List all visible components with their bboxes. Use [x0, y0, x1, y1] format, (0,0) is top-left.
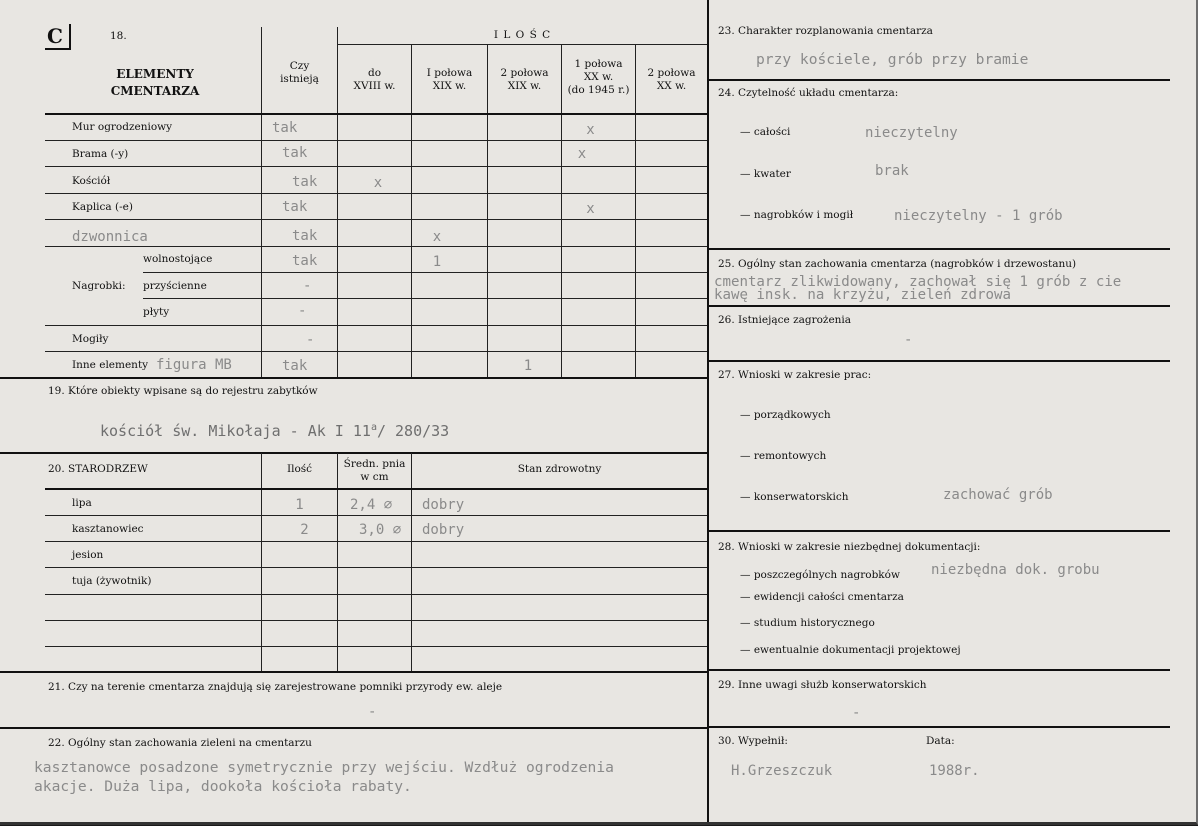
row-label: Mogiły: [72, 333, 109, 345]
period-mark: 1: [432, 254, 442, 270]
item-label: — porządkowych: [740, 409, 831, 421]
row-line: [143, 272, 707, 273]
column-header: Czy: [289, 60, 310, 72]
column-header: Średn. pnia: [343, 458, 406, 470]
item-label: — ewidencji całości cmentarza: [740, 591, 904, 603]
tree-count: 2: [300, 522, 309, 538]
section-value: -: [904, 332, 913, 348]
item-value: brak: [875, 163, 909, 179]
divider: [707, 360, 1170, 362]
period-header: 1 połowa: [574, 58, 623, 70]
section-title: ELEMENTY: [116, 67, 194, 81]
period-header: XX w.: [656, 80, 687, 92]
item-label: — poszczególnych nagrobków: [740, 569, 900, 581]
period-header: 2 połowa: [647, 67, 696, 79]
divider: [0, 727, 707, 729]
period-mark: x: [586, 122, 595, 138]
tree-health: dobry: [422, 497, 465, 513]
row-line: [45, 541, 707, 542]
item-value: nieczytelny - 1 grób: [894, 208, 1063, 224]
column-header: istnieją: [280, 73, 319, 85]
period-header: XVIII w.: [353, 80, 396, 92]
row-label: przyścienne: [143, 280, 207, 292]
row-label: Kaplica (-e): [72, 201, 133, 213]
row-label-typed: figura MB: [156, 357, 232, 373]
section-value: -: [852, 705, 861, 721]
row-line: [45, 515, 707, 516]
row-label: Mur ogrodzeniowy: [72, 121, 173, 133]
section-label: 23. Charakter rozplanowania cmentarza: [718, 25, 933, 37]
section-label: 20. STARODRZEW: [48, 463, 148, 475]
exist-value: -: [303, 278, 312, 294]
row-line: [45, 620, 707, 621]
exist-value: tak: [282, 358, 308, 374]
column-header: Stan zdrowotny: [517, 463, 602, 475]
divider: [337, 44, 707, 45]
tree-name: tuja (żywotnik): [72, 575, 152, 587]
date-label: Data:: [926, 735, 955, 747]
period-mark: x: [373, 175, 383, 191]
item-label: — całości: [740, 126, 791, 138]
row-label: dzwonnica: [72, 229, 148, 245]
date-value: 1988r.: [929, 763, 980, 779]
row-label: wolnostojące: [143, 253, 213, 265]
row-line: [45, 646, 707, 647]
row-line: [45, 219, 707, 220]
tree-count: 1: [295, 497, 304, 513]
divider: [707, 669, 1170, 671]
period-header: 2 połowa: [500, 67, 549, 79]
exist-value: tak: [272, 120, 298, 136]
period-header: do: [367, 67, 382, 79]
period-mark: x: [586, 201, 595, 217]
item-value: zachować grób: [943, 487, 1053, 503]
period-mark: x: [432, 229, 442, 245]
divider: [707, 530, 1170, 532]
section-label: 27. Wnioski w zakresie prac:: [718, 369, 872, 381]
greenery-line: kasztanowce posadzone symetrycznie przy wejściu. Wzdłuż ogrodzenia: [34, 759, 614, 776]
row-label: Brama (-y): [72, 148, 129, 160]
period-header: XX w.: [583, 71, 614, 83]
tree-name: lipa: [72, 497, 92, 509]
nagrobki-label: Nagrobki:: [72, 280, 126, 292]
exist-value: -: [298, 303, 307, 319]
divider: [45, 488, 707, 490]
column-header: I L O Ś C: [493, 29, 552, 41]
exist-value: tak: [282, 199, 308, 215]
item-label: — kwater: [740, 168, 791, 180]
exist-value: -: [306, 332, 315, 348]
row-line: [45, 140, 707, 141]
section-label: 30. Wypełnił:: [718, 735, 788, 747]
divider: [487, 45, 488, 378]
divider: [0, 671, 707, 673]
period-mark: x: [577, 146, 587, 162]
period-header: XIX w.: [507, 80, 542, 92]
period-header: I połowa: [426, 67, 473, 79]
tree-name: kasztanowiec: [72, 523, 144, 535]
divider: [411, 453, 412, 671]
divider: [635, 45, 636, 378]
condition-line: kawę insk. na krzyżu, zieleń zdrowa: [714, 287, 1011, 303]
divider: [0, 452, 707, 454]
section-label: 29. Inne uwagi służb konserwatorskich: [718, 679, 927, 691]
period-mark: 1: [523, 358, 533, 374]
section-label: 26. Istniejące zagrożenia: [718, 314, 852, 326]
tree-diameter: 2,4 ⌀: [350, 497, 393, 513]
section-title: CMENTARZA: [110, 84, 200, 98]
exist-value: tak: [292, 253, 318, 269]
filled-by: H.Grzeszczuk: [731, 763, 833, 779]
exist-value: tak: [282, 145, 308, 161]
divider: [707, 79, 1170, 81]
tree-health: dobry: [422, 522, 465, 538]
row-label: płyty: [143, 306, 170, 318]
section-label: 19. Które obiekty wpisane są do rejestru zabytków: [48, 385, 318, 397]
item-label: — remontowych: [740, 450, 827, 462]
exist-value: tak: [292, 174, 318, 190]
section-label: 21. Czy na terenie cmentarza znajdują się zarejestrowane pomniki przyrody ew. aleje: [48, 681, 503, 693]
greenery-line: akacje. Duża lipa, dookoła kościoła rabaty.: [34, 778, 412, 795]
divider: [707, 248, 1170, 250]
exist-value: tak: [292, 228, 318, 244]
row-label: Kościół: [72, 175, 111, 187]
divider: [45, 113, 707, 115]
divider: [261, 453, 262, 671]
column-header: Ilość: [286, 463, 313, 475]
section-label: 22. Ogólny stan zachowania zieleni na cmentarzu: [48, 737, 312, 749]
column-header: w cm: [360, 471, 389, 483]
row-line: [143, 298, 707, 299]
row-line: [45, 166, 707, 167]
item-label: — nagrobków i mogił: [740, 209, 854, 221]
divider: [707, 726, 1170, 728]
row-line: [45, 594, 707, 595]
tree-name: jesion: [72, 549, 104, 561]
section-number: 18.: [110, 30, 127, 42]
row-line: [45, 325, 707, 326]
row-line: [45, 351, 707, 352]
row-label: Inne elementy: [72, 359, 149, 371]
section-label: 24. Czytelność układu cmentarza:: [718, 87, 899, 99]
divider: [337, 453, 338, 671]
item-value: nieczytelny: [865, 125, 958, 141]
section-label: 28. Wnioski w zakresie niezbędnej dokumentacji:: [718, 541, 981, 553]
item-value: niezbędna dok. grobu: [931, 562, 1100, 578]
period-header: (do 1945 r.): [567, 84, 630, 96]
row-line: [45, 193, 707, 194]
period-header: XIX w.: [432, 80, 467, 92]
condition-line: cmentarz zlikwidowany, zachował się 1 grób z cie: [714, 274, 1122, 290]
section-value: przy kościele, grób przy bramie: [756, 51, 1029, 68]
item-label: — konserwatorskich: [740, 491, 849, 503]
item-label: — ewentualnie dokumentacji projektowej: [740, 644, 961, 656]
card-letter: C: [45, 24, 71, 50]
tree-diameter: 3,0 ⌀: [359, 522, 402, 538]
register-entry: kościół św. Mikołaja - Ak I 11$^a$/ 280/33: [100, 422, 450, 440]
item-label: — studium historycznego: [740, 617, 875, 629]
section-value: -: [368, 704, 377, 720]
row-line: [45, 567, 707, 568]
divider: [707, 305, 1170, 307]
row-line: [45, 246, 707, 247]
section-label: 25. Ogólny stan zachowania cmentarza (nagrobków i drzewostanu): [718, 258, 1077, 270]
divider: [0, 377, 707, 379]
divider: [411, 45, 412, 378]
center-divider: [707, 0, 709, 822]
